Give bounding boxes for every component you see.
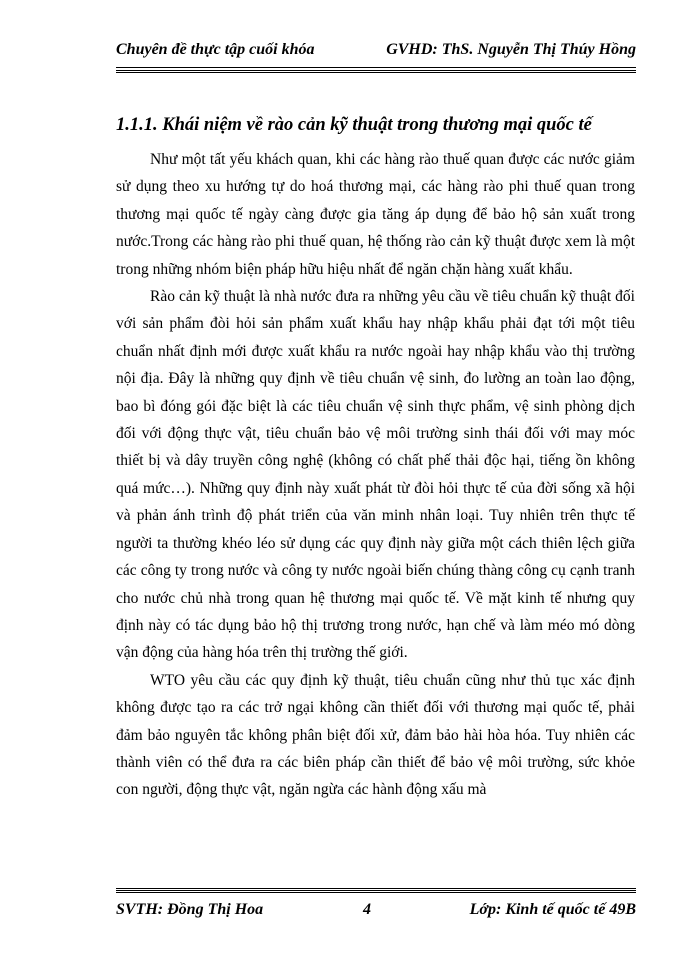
page-header [116, 41, 636, 65]
section-heading: 1.1.1. Khái niệm về rào cản kỹ thuật trong thương mại quốc tế [116, 115, 592, 135]
page-footer [116, 901, 636, 925]
paragraph-1: Như một tất yếu khách quan, khi các hàng rào thuế quan được các nước giảm sử dụng theo xu hướng tự do hoá thương mại, các hàng rào phi thuế quan trong thương mại quốc tế ngày càng được gia tăng áp dụng để bảo hộ sản xuất trong nước.Trong các hàng rào phi thuế quan, hệ thống rào cản kỹ thuật được xem là một trong những nhóm biện pháp hữu hiệu nhất để ngăn chặn hàng xuất khẩu. [116, 151, 635, 278]
header-divider [116, 67, 636, 73]
header-supervisor: GVHD: ThS. Nguyễn Thị Thúy Hồng [386, 41, 636, 58]
paragraph-2: Rào cản kỹ thuật là nhà nước đưa ra những yêu cầu về tiêu chuẩn kỹ thuật đối với sản phẩm đòi hỏi sản phẩm xuất khẩu hay nhập khẩu phải đạt tới một tiêu chuẩn nhất định mới được xuất khẩu ra nước ngoài hay nhập khẩu vào thị trường nội địa. Đây là những quy định về tiêu chuẩn vệ sinh, đo lường an toàn lao động, bao bì đóng gói đặc biệt là các tiêu chuẩn vệ sinh thực phẩm, vệ sinh phòng dịch đối với động thực vật, tiêu chuẩn bảo vệ môi trường sinh thái đối với may móc thiết bị và dây truyền công nghệ (không có chất phế thải độc hại, tiếng ồn không quá mức…). Những quy định này xuất phát từ đòi hỏi thực tế của đời sống xã hội và phản ánh trình độ phát triển của văn minh nhân loại. Tuy nhiên trên thực tế người ta thường khéo léo sử dụng các quy định này giữa một cách thiên lệch giữa các công ty trong nước và công ty nước ngoài biến chúng thàng công cụ cạnh tranh cho nước chủ nhà trong quan hệ thương mại quốc tế. Về mặt kinh tế nhưng quy định này có tác dụng bảo hộ thị trương trong nước, hạn chế và làm méo mó dòng vận động của hàng hóa trên thị trường thế giới. [116, 288, 635, 662]
body-text [116, 146, 635, 804]
header-document-title: Chuyên đề thực tập cuối khóa [116, 41, 315, 58]
footer-student: SVTH: Đồng Thị Hoa [116, 901, 264, 918]
paragraph-3: WTO yêu cầu các quy định kỹ thuật, tiêu chuẩn cũng như thủ tục xác định không được tạo ra các trở ngại không cần thiết đối với thương mại quốc tế, phải đảm bảo nguyên tắc không phân biệt đối xử, đảm bảo hài hòa hóa. Tuy nhiên các thành viên có thể đưa ra các biên pháp cần thiết để bảo vệ môi trường, sức khỏe con người, động thực vật, ngăn ngừa các hành động xấu mà [116, 671, 635, 799]
footer-class: Lớp: Kinh tế quốc tế 49B [469, 901, 636, 918]
page-number: 4 [363, 901, 371, 918]
footer-divider [116, 888, 636, 893]
